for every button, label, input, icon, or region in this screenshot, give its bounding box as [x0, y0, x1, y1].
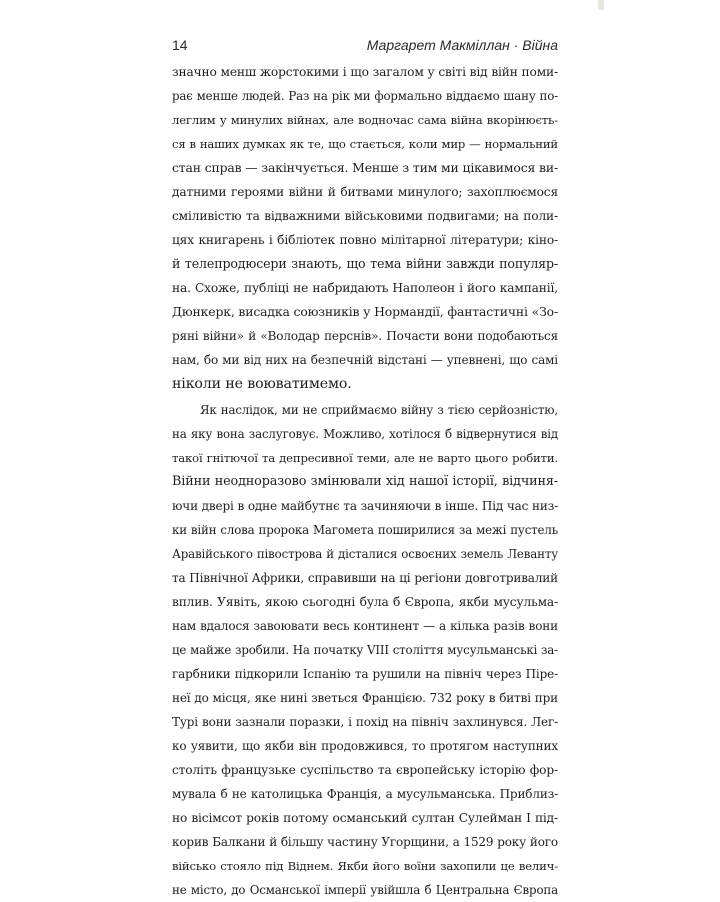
text-line: ючи двері в одне майбутнє та зачиняючи в інше. Під час низ-	[172, 499, 558, 513]
text-line: гарбники підкорили Іспанію та рушили на північ через Піре-	[172, 667, 558, 681]
text-line: це майже зробили. На початку VIII століття мусульманські за-	[172, 643, 558, 657]
text-line: століть французьке суспільство та європейську історію фор-	[172, 763, 558, 777]
text-line: Як наслідок, ми не сприймаємо війну з тією серйозністю,	[200, 403, 558, 417]
text-line: значно менш жорстокими і що загалом у світі від війн поми-	[172, 65, 558, 79]
paragraph-2	[172, 398, 558, 902]
text-line: леглим у минулих війнах, але водночас сама війна вкорінюєть-	[172, 113, 558, 127]
text-line: Аравійського півострова й дісталися освоєних земель Леванту	[172, 547, 558, 561]
text-line: ко уявити, що якби він продовжився, то протягом наступних	[172, 739, 558, 753]
page-header	[172, 35, 558, 55]
text-line: корив Балкани й більшу частину Угорщини, а 1529 року його	[172, 835, 558, 849]
page-number: 14	[172, 37, 188, 53]
text-line: Дюнкерк, висадка союзників у Нормандії, фантастичні «Зо-	[172, 304, 558, 319]
text-line: датними героями війни й битвами минулого; захоплюємося	[172, 185, 558, 199]
running-head: Маргарет Макміллан · Війна	[366, 37, 558, 53]
text-line: Війни неодноразово змінювали хід нашої історії, відчиня-	[172, 474, 558, 489]
text-line: й телепродюсери знають, що тема війни завжди популяр-	[172, 256, 558, 271]
text-line: неї до місця, яке нині зветься Францією. 732 року в битві при	[172, 691, 558, 705]
text-line: сміливістю та відважними військовими подвигами; на поли-	[172, 209, 558, 223]
text-line: цях книгарень і бібліотек повно мілітарної літератури; кіно-	[172, 233, 558, 247]
paragraph-1	[172, 60, 558, 396]
text-line: ся в наших думках як те, що стається, коли мир — нормальний	[172, 137, 558, 151]
text-line: на яку вона заслуговує. Можливо, хотілося б відвернутися від	[172, 427, 558, 441]
text-line: нам вдалося завоювати весь континент — а кілька разів вони	[172, 619, 558, 633]
text-line: такої гнітючої та депресивної теми, але не варто цього робити.	[172, 451, 558, 465]
text-line: військо стояло під Віднем. Якби його воїни захопили це велич-	[172, 859, 558, 873]
text-line: вплив. Уявіть, якою сьогодні була б Європа, якби мусульма-	[172, 595, 558, 609]
text-line: ряні війни» й «Володар перснів». Почасти вони подобаються	[172, 329, 558, 343]
text-line: мувала б не католицька Франція, а мусульманська. Приблиз-	[172, 787, 558, 801]
page-edge-mark	[598, 0, 604, 10]
text-line: Турі вони зазнали поразки, і похід на північ захлинувся. Лег-	[172, 715, 558, 729]
text-line: на. Схоже, публіці не набридають Наполеон і його кампанії,	[172, 281, 558, 295]
text-line: та Північної Африки, справивши на ці регіони довготривалий	[172, 571, 558, 585]
text-line: не місто, до Османської імперії увійшла б Центральна Європа	[172, 883, 558, 897]
text-line: но вісімсот років потому османський султан Сулейман І під-	[172, 811, 558, 825]
text-line: ніколи не воюватимемо.	[172, 376, 352, 392]
text-line: нам, бо ми від них на безпечній відстані — упевнені, що самі	[172, 353, 558, 367]
body-text	[172, 60, 558, 902]
text-line: стан справ — закінчується. Менше з тим ми цікавимося ви-	[172, 160, 558, 175]
text-line: ки війн слова пророка Магомета поширилися за межі пустель	[172, 523, 558, 537]
text-line: рає менше людей. Раз на рік ми формально віддаємо шану по-	[172, 89, 558, 103]
